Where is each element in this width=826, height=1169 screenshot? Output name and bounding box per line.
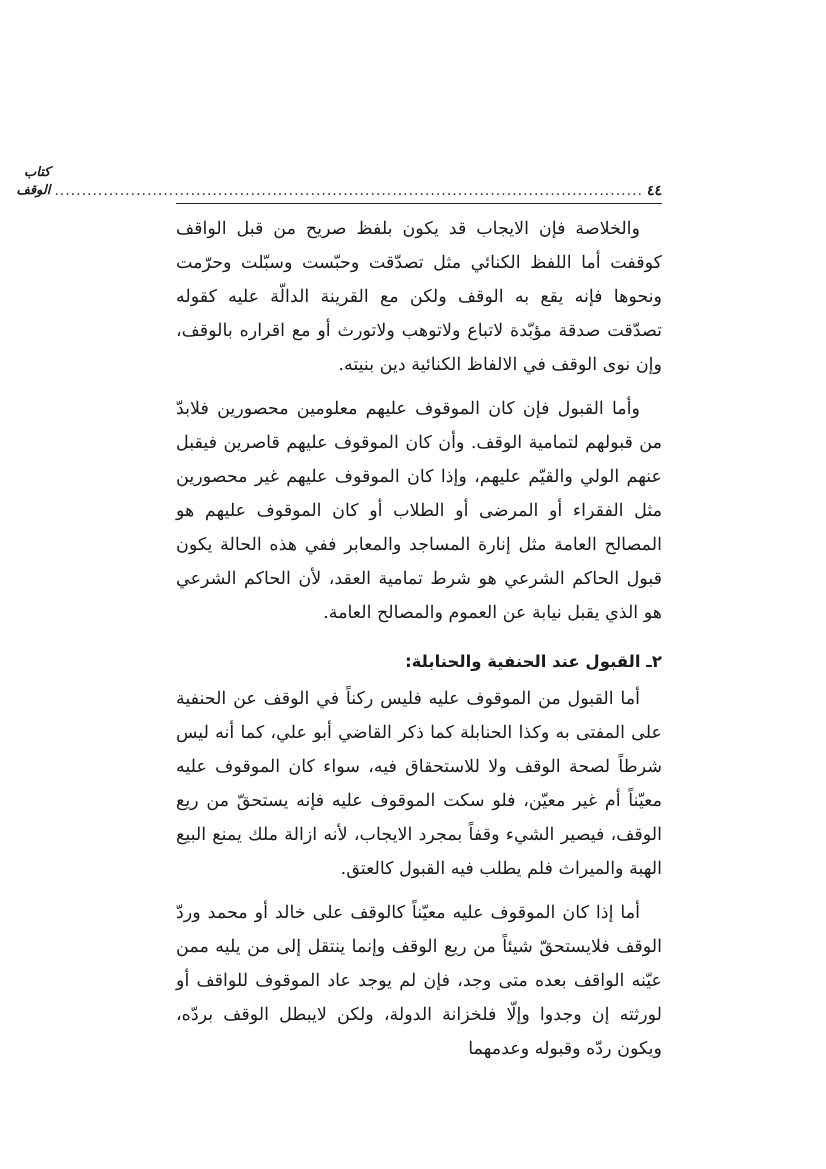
paragraph-acceptance: وأما القبول فإن كان الموقوف عليهم معلومين محصورين فلابدّ من قبولهم لتمامية الوقف. وأن كان الموقوف عليهم قاصرين فيقبل عنهم الولي والقيّم عليهم، وإذا كان الموقوف عليهم غير محصورين مثل الفقراء أو المرضى أو الطلاب أو كان الموقوف عليهم هو المصالح العامة مثل إنارة المساجد والمعابر ففي هذه الحالة يكون قبول الحاكم الشرعي هو شرط تمامية العقد، لأن الحاكم الشرعي هو الذي يقبل نيابة عن العموم والمصالح العامة. <box>176 399 662 623</box>
section-heading: ٢ـ القبول عند الحنفية والحنابلة: <box>405 652 662 671</box>
body-text <box>176 212 662 1076</box>
leader-dots: ............................................................................................................ <box>54 183 643 199</box>
page-number: ٤٤ <box>646 183 662 199</box>
paragraph-specific-beneficiary: أما إذا كان الموقوف عليه معيّناً كالوقف على خالد أو محمد وردّ الوقف فلايستحقّ شيئاً من ريع الوقف وإنما ينتقل إلى من يليه ممن عيّنه الواقف بعده متى وجد، فإن لم يوجد عاد الموقوف للواقف أو لورثته إن وجدوا وإلّا فلخزانة الدولة، ولكن لايبطل الوقف بردّه، ويكون ردّه وقبوله وعدمهما <box>176 903 662 1059</box>
paragraph-hanafi: أما القبول من الموقوف عليه فليس ركناً في الوقف عن الحنفية على المفتى به وكذا الحنابلة كما ذكر القاضي أبو علي، كما أنه ليس شرطاً لصحة الوقف ولا للاستحقاق فيه، سواء كان الموقوف عليه معيّناً أم غير معيّن، فلو سكت الموقوف عليه فإنه يستحقّ من ريع الوقف، فيصير الشيء وقفاً بمجرد الايجاب، لأنه ازالة ملك يمنع البيع الهبة والميراث فلم يطلب فيه القبول كالعتق. <box>176 689 662 879</box>
book-title: كتاب الوقف <box>16 165 51 198</box>
paragraph-summary: والخلاصة فإن الايجاب قد يكون بلفظ صريح من قبل الواقف كوقفت أما اللفظ الكنائي مثل تصدّقت وحبّست وسبّلت وحرّمت ونحوها فإنه يقع به الوقف ولكن مع القرينة الدالّة عليه كقوله تصدّقت صدقة مؤبّدة لاتباع ولاتوهب ولاتورث أو مع اقراره بالوقف، وإن نوى الوقف في الالفاظ الكنائية دين بنيته. <box>176 219 662 375</box>
running-header <box>16 165 662 204</box>
